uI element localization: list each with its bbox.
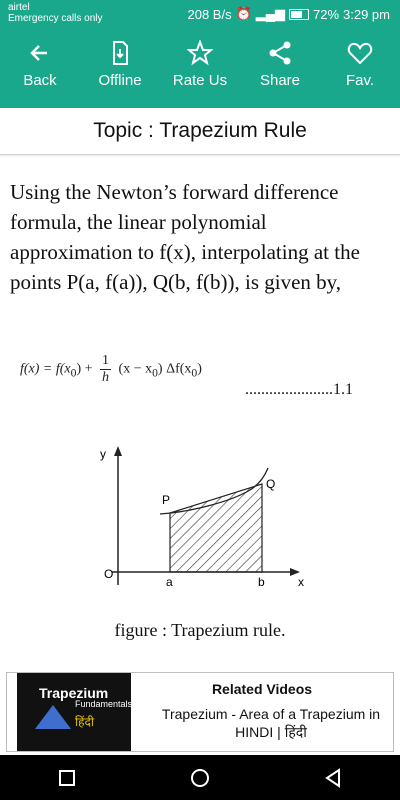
battery-icon	[289, 9, 309, 20]
download-doc-icon	[107, 40, 133, 66]
a-label: a	[166, 575, 173, 589]
formula-rest: (x − x	[118, 361, 153, 377]
figure-caption: figure : Trapezium rule.	[114, 620, 286, 640]
arrow-left-icon	[27, 40, 53, 66]
origin-label: O	[104, 567, 114, 581]
favorite-button[interactable]	[320, 30, 400, 108]
related-video-link[interactable]: Trapezium - Area of a Trapezium in HINDI | हिंदी	[161, 706, 381, 740]
rate-us-button[interactable]	[160, 30, 240, 108]
network-speed: 208 B/s	[187, 6, 232, 22]
formula-denominator: h	[102, 370, 110, 385]
content-area[interactable]	[0, 155, 400, 755]
heart-icon	[347, 40, 373, 66]
offline-label: Offline	[98, 72, 142, 89]
formula-end: )	[197, 361, 202, 377]
share-label: Share	[259, 72, 301, 89]
q-label: Q	[266, 477, 276, 491]
formula-sub-1: 0	[70, 366, 77, 380]
rate-us-label: Rate Us	[172, 72, 228, 89]
home-icon[interactable]	[188, 766, 212, 790]
emergency-text: Emergency calls only	[8, 13, 103, 24]
system-nav-bar	[0, 755, 400, 800]
clock: 3:29 pm	[343, 6, 390, 22]
back-nav-icon[interactable]	[321, 766, 345, 790]
related-videos-title: Related Videos	[211, 681, 313, 697]
carrier-name: airtel	[8, 2, 30, 13]
formula-lhs: f(x) = f(x	[20, 361, 71, 377]
status-bar	[0, 0, 400, 30]
status-right	[187, 6, 390, 22]
body-paragraph: Using the Newton’s forward difference formula, the linear polynomial approximation to f(x), interpolating at the points P(a, f(a)), Q(b, f(b)), is given by,	[10, 180, 360, 294]
offline-button[interactable]	[80, 30, 160, 108]
trapezium-figure	[90, 440, 320, 600]
video-thumbnail[interactable]	[17, 673, 131, 751]
hatched-area	[170, 484, 262, 572]
share-button[interactable]	[240, 30, 320, 108]
y-label: y	[100, 447, 106, 461]
back-button[interactable]	[0, 30, 80, 108]
thumb-hindi: हिंदी	[75, 715, 94, 729]
formula-rest-end: ) Δf(x	[157, 361, 192, 377]
page-title: Topic : Trapezium Rule	[0, 108, 400, 155]
share-icon	[267, 40, 293, 66]
top-toolbar	[0, 30, 400, 108]
formula	[20, 353, 202, 386]
thumb-subtitle: Fundamentals	[75, 699, 133, 709]
formula-numerator: 1	[102, 353, 110, 368]
back-label: Back	[23, 72, 57, 89]
x-label: x	[298, 575, 304, 589]
battery-percent: 72%	[312, 6, 340, 22]
formula-sub-2: 0	[152, 366, 158, 380]
b-label: b	[258, 575, 265, 589]
y-axis-arrow	[114, 446, 122, 456]
formula-mid: ) +	[76, 361, 93, 377]
related-videos-banner[interactable]	[6, 672, 394, 752]
thumb-title: Trapezium	[39, 685, 109, 701]
trapezium-shape	[35, 705, 71, 729]
recents-icon[interactable]	[55, 766, 79, 790]
formula-fraction	[100, 353, 111, 386]
formula-number: ......................1.1	[245, 381, 353, 398]
favorite-label: Fav.	[345, 72, 375, 89]
carrier-info	[8, 2, 102, 24]
formula-sub-3: 0	[191, 366, 198, 380]
p-label: P	[162, 493, 171, 507]
star-icon	[187, 40, 213, 66]
alarm-icon: ⏰	[235, 6, 252, 21]
signal-icon: ▂▄▆	[255, 6, 285, 21]
